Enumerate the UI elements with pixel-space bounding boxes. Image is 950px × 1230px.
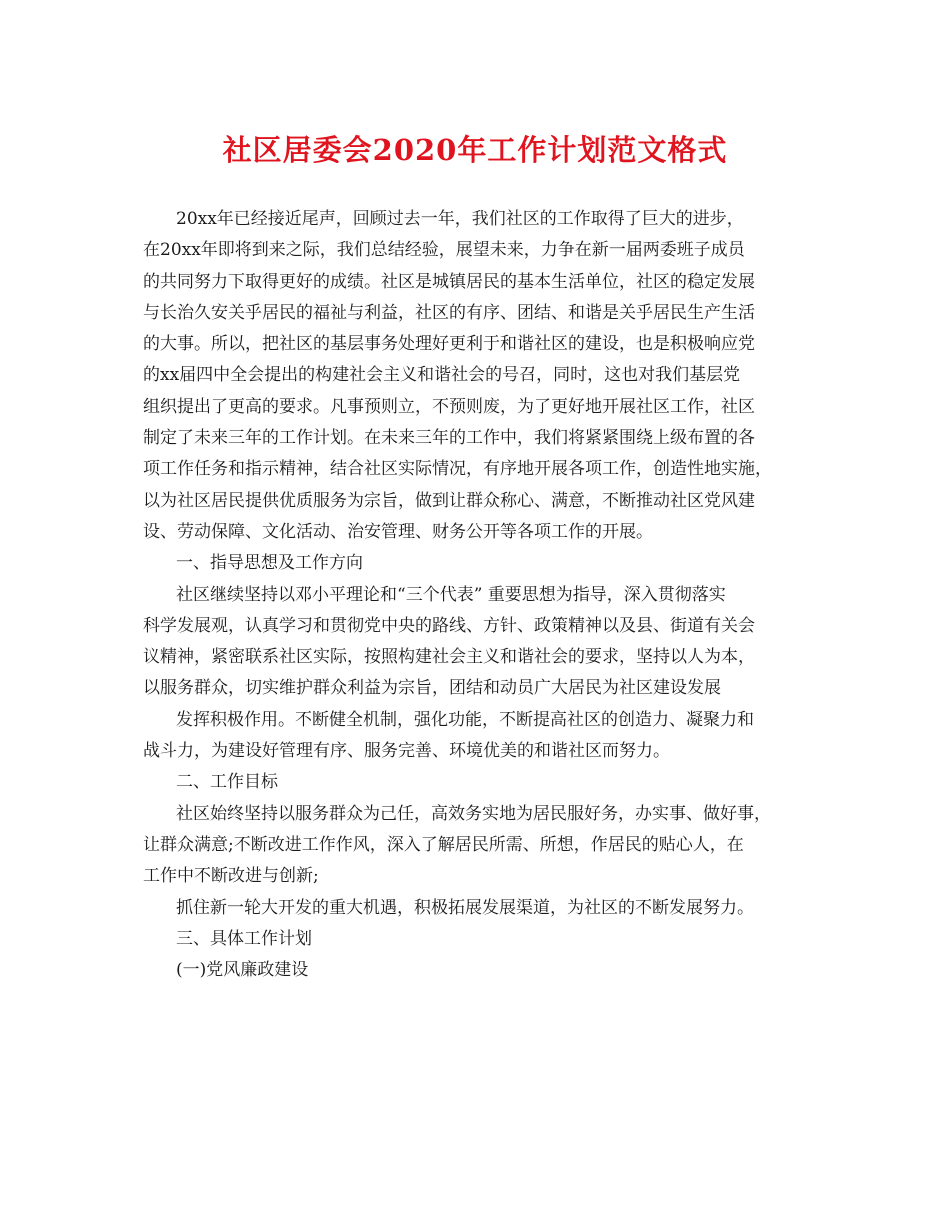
text-line: 科学发展观，认真学习和贯彻党中央的路线、方针、政策精神以及县、街道有关会: [143, 615, 755, 636]
text-line: 以服务群众，切实维护群众利益为宗旨，团结和动员广大居民为社区建设发展: [143, 678, 721, 699]
text-line: 议精神，紧密联系社区实际，按照构建社会主义和谐社会的要求，坚持以人为本，: [143, 647, 755, 668]
text-line: 在20xx年即将到来之际，我们总结经验，展望未来，力争在新一届两委班子成员: [143, 240, 745, 261]
text-line: 设、劳动保障、文化活动、治安管理、财务公开等各项工作的开展。: [143, 521, 653, 542]
text-line: 的共同努力下取得更好的成绩。社区是城镇居民的基本生活单位，社区的稳定发展: [143, 271, 755, 292]
text-line: 工作中不断改进与创新;: [143, 866, 319, 887]
text-line: 发挥积极作用。不断健全机制，强化功能，不断提高社区的创造力、凝聚力和: [176, 709, 754, 730]
text-line: (一)党风廉政建设: [176, 960, 309, 981]
text-line: 战斗力，为建设好管理有序、服务完善、环境优美的和谐社区而努力。: [143, 741, 670, 762]
text-line: 项工作任务和指示精神，结合社区实际情况，有序地开展各项工作，创造性地实施，: [143, 459, 772, 480]
text-line: 社区始终坚持以服务群众为己任，高效务实地为居民服好务，办实事、做好事，: [176, 803, 771, 824]
text-line: 20xx年已经接近尾声，回顾过去一年，我们社区的工作取得了巨大的进步，: [176, 209, 744, 229]
text-line: 以为社区居民提供优质服务为宗旨，做到让群众称心、满意，不断推动社区党风建: [143, 490, 755, 511]
text-line: 组织提出了更高的要求。凡事预则立，不预则废，为了更好地开展社区工作，社区: [143, 396, 755, 417]
text-line: 二、工作目标: [176, 772, 278, 793]
text-line: 制定了未来三年的工作计划。在未来三年的工作中，我们将紧紧围绕上级布置的各: [143, 428, 755, 449]
text-line: 一、指导思想及工作方向: [176, 553, 363, 574]
text-line: 抓住新一轮大开发的重大机遇，积极拓展发展渠道，为社区的不断发展努力。: [176, 897, 754, 918]
text-line: 的xx届四中全会提出的构建社会主义和谐社会的号召，同时，这也对我们基层党: [143, 365, 741, 386]
text-line: 的大事。所以，把社区的基层事务处理好更利于和谐社区的建设，也是积极响应党: [143, 334, 755, 355]
text-line: 社区继续坚持以邓小平理论和“三个代表” 重要思想为指导，深入贯彻落实: [176, 584, 726, 605]
text-line: 三、具体工作计划: [176, 928, 312, 949]
document-title: 社区居委会2020年工作计划范文格式: [222, 133, 728, 167]
text-line: 让群众满意;不断改进工作作风，深入了解居民所需、所想，作居民的贴心人，在: [143, 834, 744, 855]
text-line: 与长治久安关乎居民的福祉与利益，社区的有序、团结、和谐是关乎居民生产生活: [143, 302, 755, 323]
document-body: [143, 204, 823, 986]
